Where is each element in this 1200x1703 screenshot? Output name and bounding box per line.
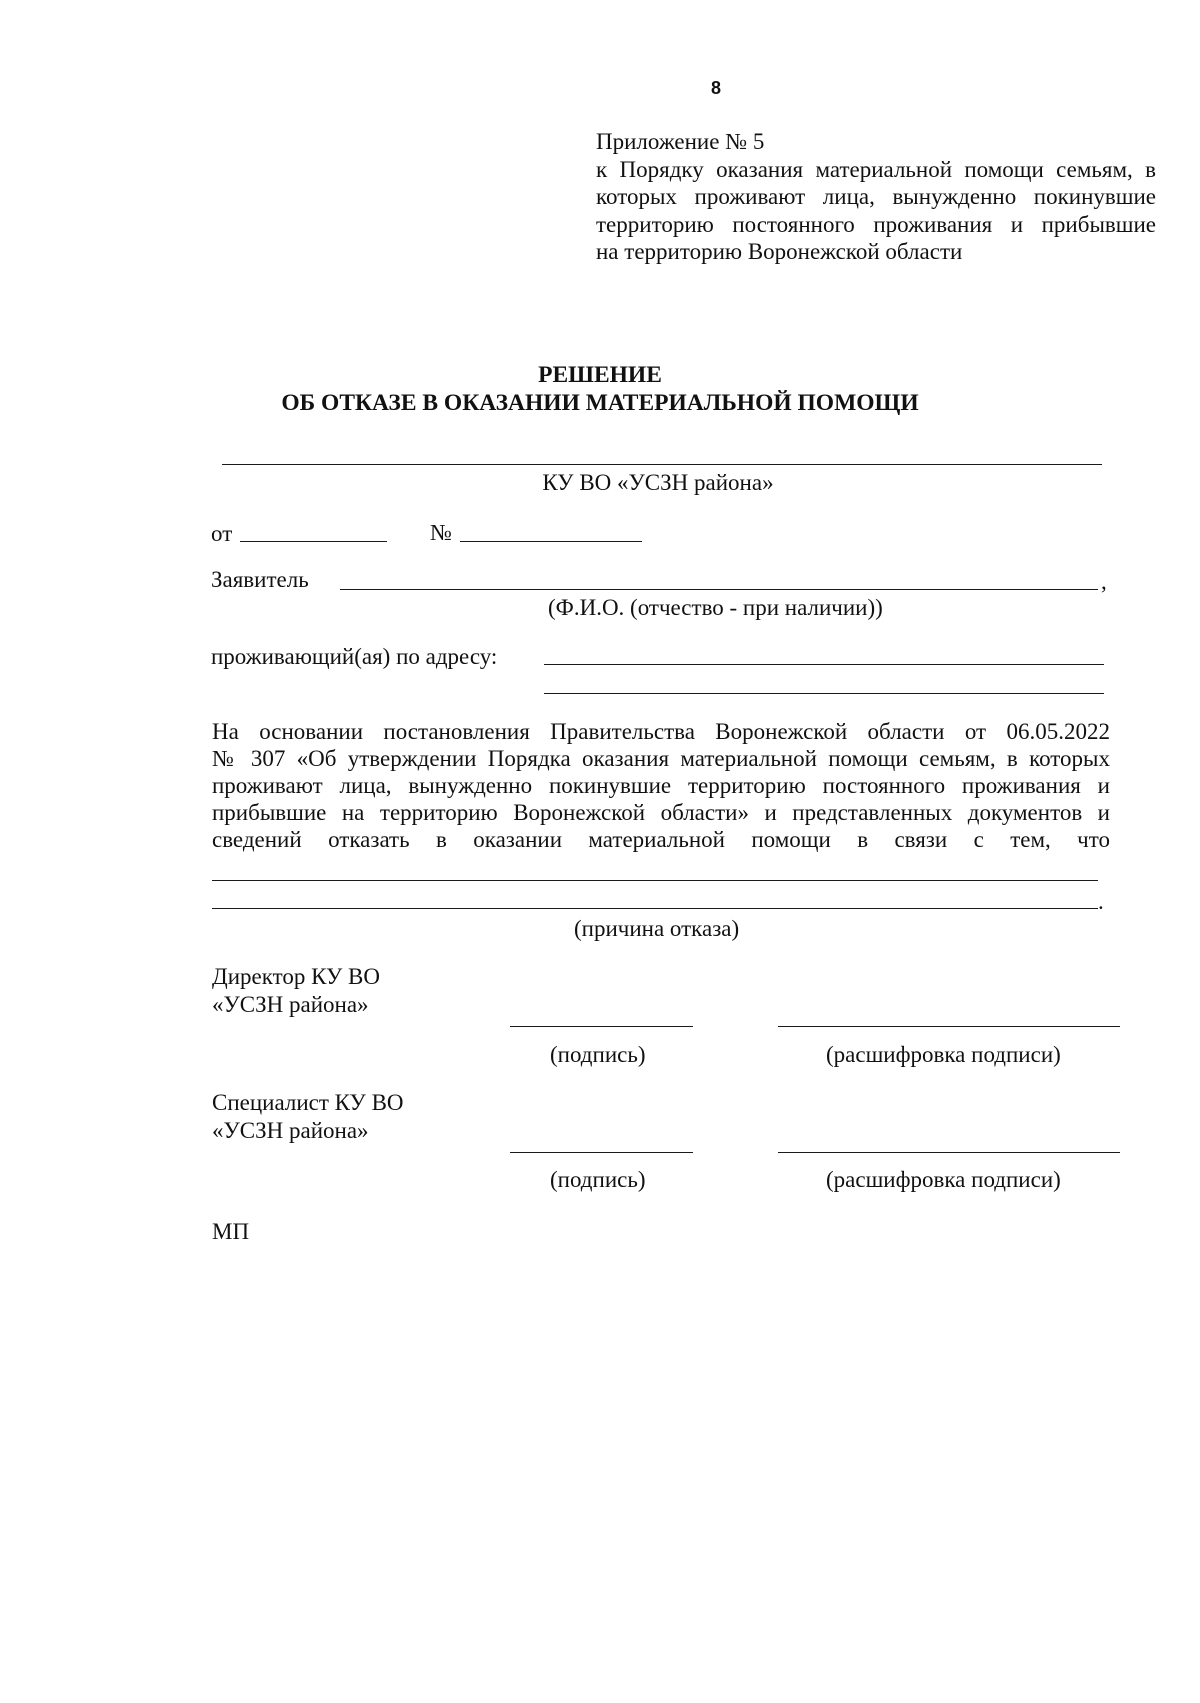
annex-line: на территорию Воронежской области xyxy=(596,239,963,264)
director-org: «УСЗН района» xyxy=(212,992,369,1017)
document-title: РЕШЕНИЕ xyxy=(538,362,662,388)
body-line: прибывшие на территорию Воронежской области» и представленных документов и xyxy=(212,800,1110,825)
body-line: сведений отказать в оказании материальной помощи в связи с тем, что xyxy=(212,827,1110,852)
body-line: проживают лица, вынужденно покинувшие территорию постоянного проживания и xyxy=(212,773,1110,798)
specialist-signature-caption: (подпись) xyxy=(550,1167,646,1192)
reason-period: . xyxy=(1098,889,1104,914)
applicant-comma: , xyxy=(1101,569,1107,594)
decision-body xyxy=(212,718,1110,853)
annex-line: к Порядку оказания материальной помощи семьям, в xyxy=(596,156,1156,182)
specialist-signature-line xyxy=(510,1152,693,1153)
specialist-decode-caption: (расшифровка подписи) xyxy=(826,1167,1061,1192)
director-title: Директор КУ ВО xyxy=(212,964,380,989)
seal-label: МП xyxy=(212,1219,250,1244)
organization-field-line xyxy=(222,464,1102,465)
annex-line: территорию постоянного проживания и прибывшие xyxy=(596,211,1156,237)
reason-field-line xyxy=(212,880,1098,881)
specialist-title: Специалист КУ ВО xyxy=(212,1090,404,1115)
organization-caption: КУ ВО «УСЗН района» xyxy=(542,470,774,495)
body-line: На основании постановления Правительства Воронежской области от 06.05.2022 xyxy=(212,719,1110,744)
applicant-field-line xyxy=(340,589,1098,590)
document-subtitle: ОБ ОТКАЗЕ В ОКАЗАНИИ МАТЕРИАЛЬНОЙ ПОМОЩИ xyxy=(281,390,919,416)
specialist-org: «УСЗН района» xyxy=(212,1118,369,1143)
director-signature-line xyxy=(510,1026,693,1027)
reason-field-line xyxy=(212,908,1098,909)
reason-caption: (причина отказа) xyxy=(574,916,740,941)
date-label: от xyxy=(211,521,233,546)
date-field-line xyxy=(240,541,387,542)
director-decode-caption: (расшифровка подписи) xyxy=(826,1042,1061,1067)
address-field-line xyxy=(544,664,1104,665)
page-number: 8 xyxy=(711,78,722,98)
address-field-line xyxy=(544,693,1104,694)
address-label: проживающий(ая) по адресу: xyxy=(211,644,498,669)
specialist-decode-line xyxy=(778,1152,1120,1153)
applicant-label: Заявитель xyxy=(211,567,309,592)
number-field-line xyxy=(460,541,642,542)
applicant-caption: (Ф.И.О. (отчество - при наличии)) xyxy=(548,595,883,620)
body-line: № 307 «Об утверждении Порядка оказания материальной помощи семьям, в которых xyxy=(212,746,1110,771)
director-decode-line xyxy=(778,1026,1120,1027)
number-label: № xyxy=(430,520,452,545)
annex-block xyxy=(596,128,1156,266)
director-signature-caption: (подпись) xyxy=(550,1042,646,1067)
annex-title: Приложение № 5 xyxy=(596,129,765,154)
annex-line: которых проживают лица, вынужденно покинувшие xyxy=(596,184,1156,209)
